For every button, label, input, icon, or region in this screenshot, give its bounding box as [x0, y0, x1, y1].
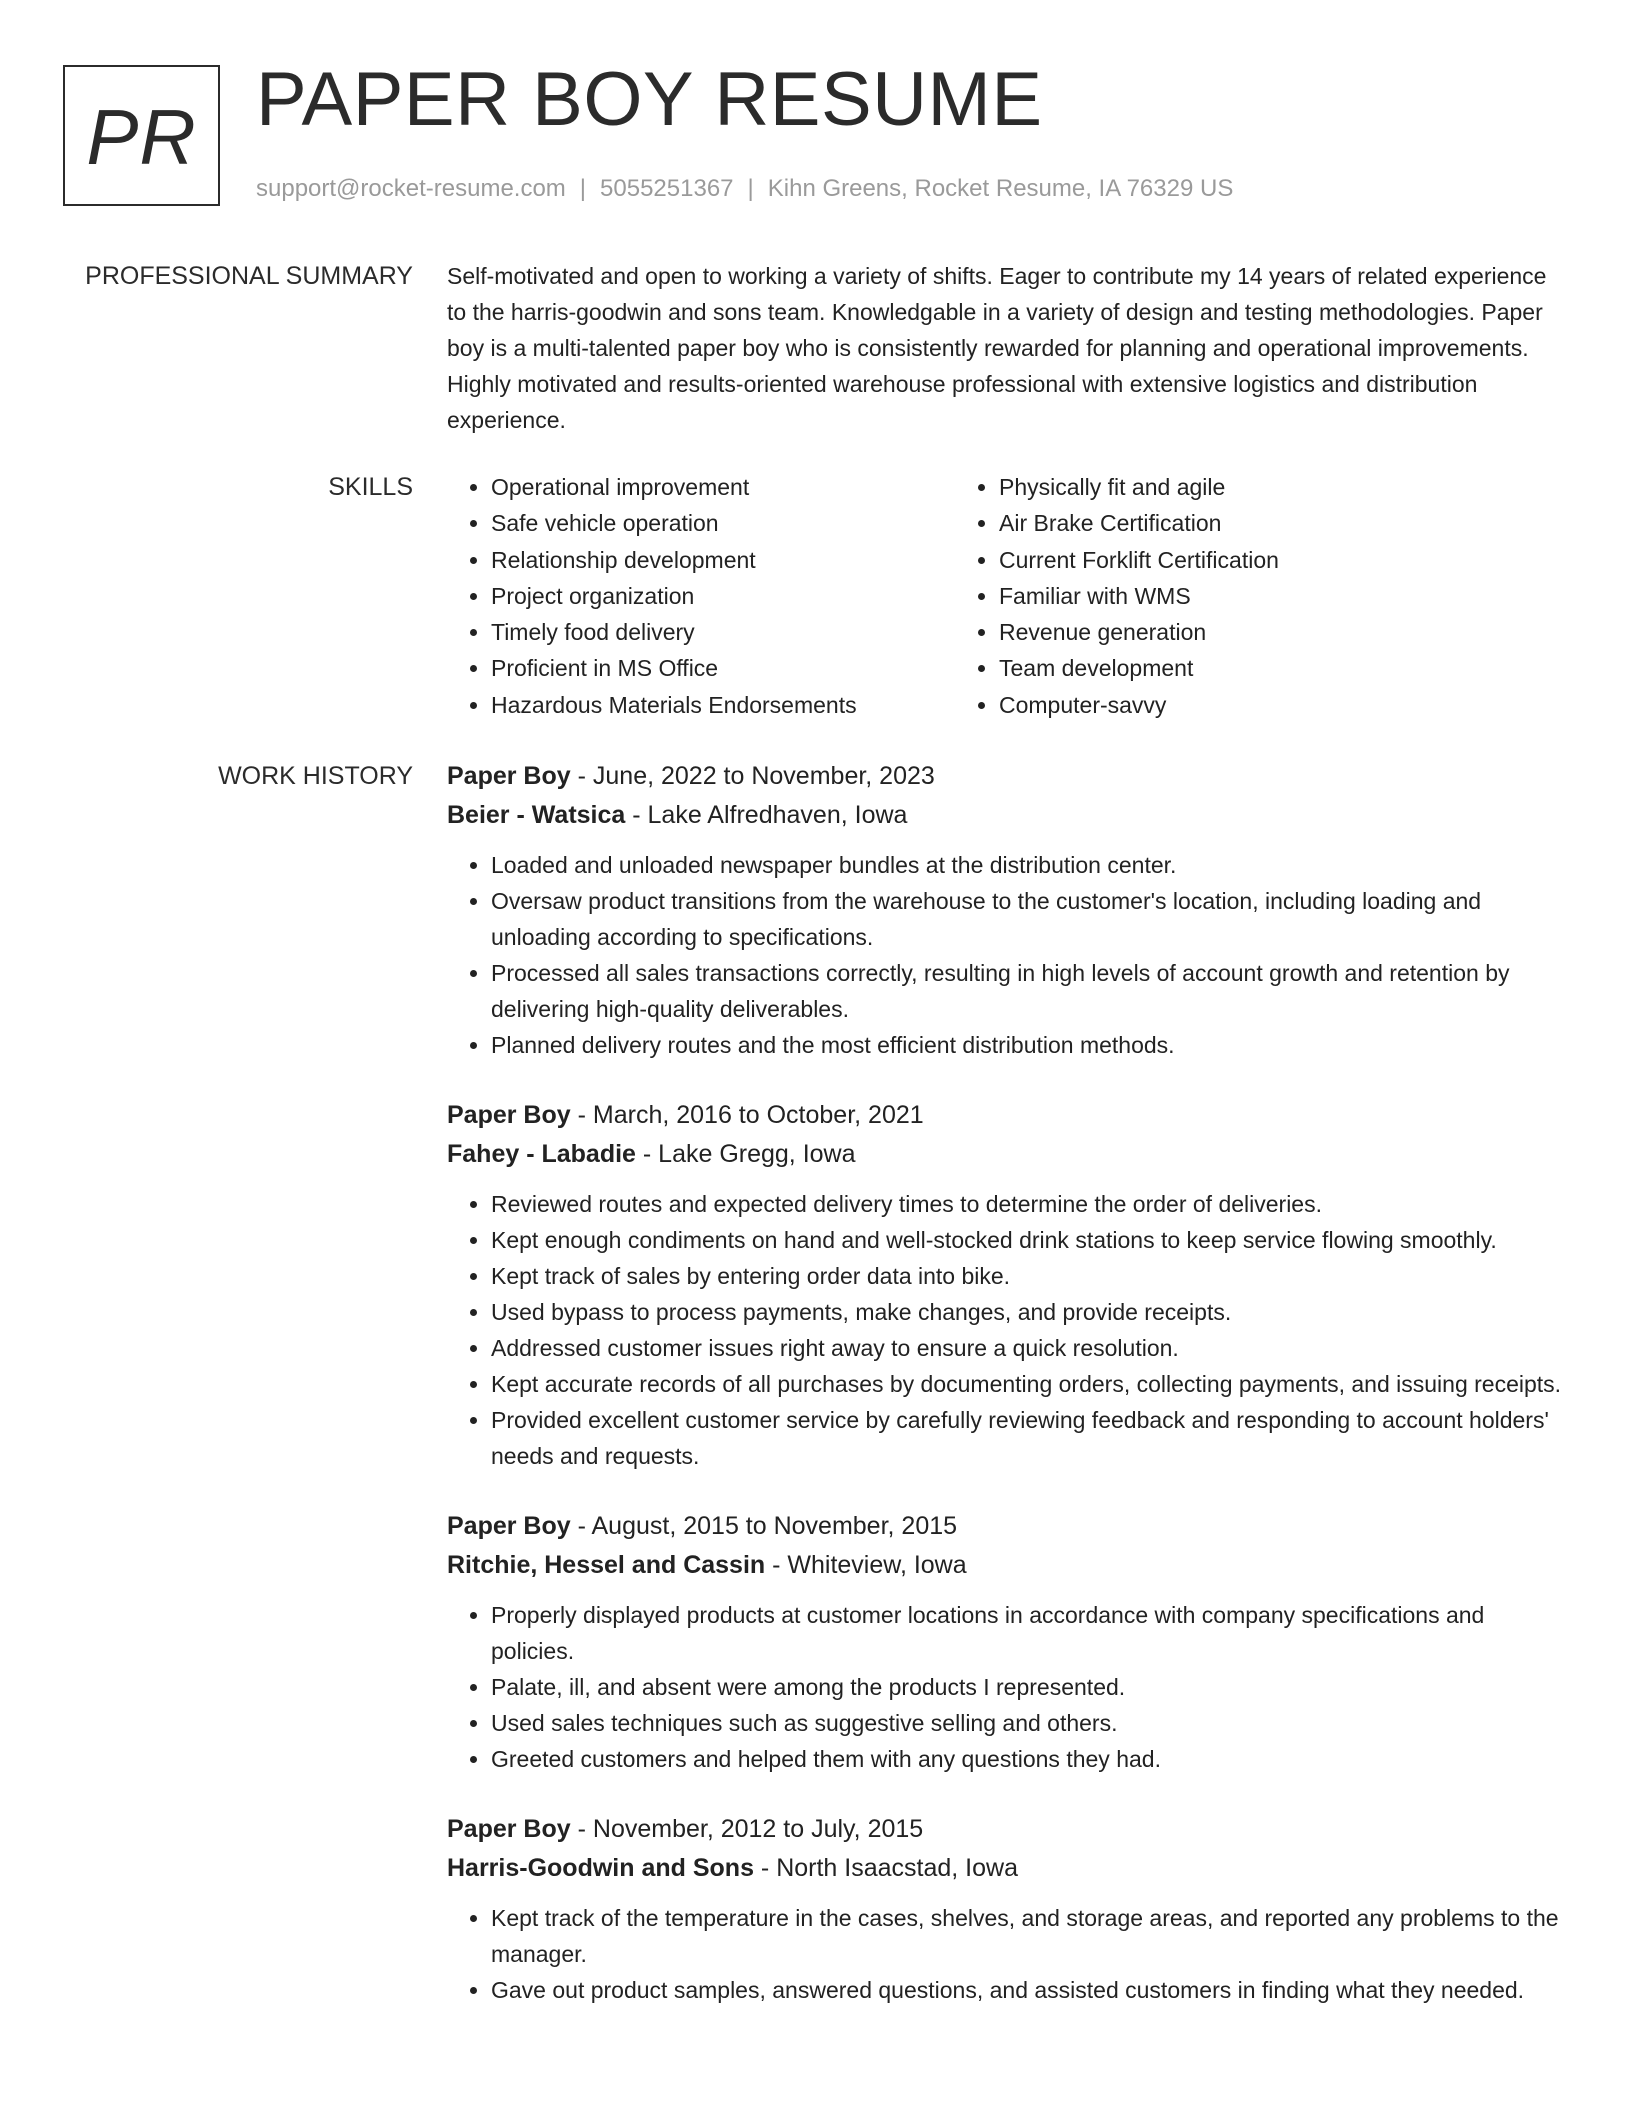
skill-item: • Timely food delivery — [491, 614, 955, 650]
job-duties-list — [447, 1186, 1567, 1474]
job-duty-item: • Reviewed routes and expected delivery times to determine the order of deliveries. — [491, 1186, 1567, 1222]
job-duty-item: • Used bypass to process payments, make changes, and provide receipts. — [491, 1294, 1567, 1330]
skills-list-left — [447, 469, 955, 723]
skills-list-right — [955, 469, 1279, 723]
job-location: - Whiteview, Iowa — [765, 1551, 967, 1579]
job-duties-list — [447, 1597, 1567, 1777]
job-location: - North Isaacstad, Iowa — [753, 1854, 1018, 1882]
skill-item: • Team development — [999, 650, 1279, 686]
job-duty-item: • Addressed customer issues right away to ensure a quick resolution. — [491, 1330, 1567, 1366]
job-duty-item: • Used sales techniques such as suggestive selling and others. — [491, 1705, 1567, 1741]
job-duty-item: • Processed all sales transactions correctly, resulting in high levels of account growth and retention by delivering high-quality deliverables. — [491, 955, 1567, 1027]
contact-separator: | — [579, 175, 587, 202]
skill-item: • Hazardous Materials Endorsements — [491, 687, 955, 723]
job-title-line — [447, 1097, 1567, 1134]
job-duty-item: • Kept enough condiments on hand and well-stocked drink stations to keep service flowing smoothly. — [491, 1222, 1567, 1258]
job-duty-item: • Palate, ill, and absent were among the products I represented. — [491, 1669, 1567, 1705]
job-location: - Lake Gregg, Iowa — [635, 1140, 856, 1168]
skill-item: • Relationship development — [491, 542, 955, 578]
job-company: Beier - Watsica — [447, 801, 626, 829]
summary-text: Self-motivated and open to working a variety of shifts. Eager to contribute my 14 years of related experience to the harris-goodwin and sons team. Knowledgable in a variety of design and testing methodologies. Paper boy is a multi-talented paper boy who is consistently rewarded for planning and operational improvements. Highly motivated and results-oriented warehouse professional with extensive logistics and distribution experience. — [447, 263, 1547, 433]
skills-body — [447, 469, 1567, 723]
monogram-initials: PR — [86, 93, 197, 181]
job-company-line — [447, 1848, 1567, 1888]
job-duty-item: • Gave out product samples, answered questions, and assisted customers in finding what they needed. — [491, 1972, 1567, 2008]
skill-item: • Operational improvement — [491, 469, 955, 505]
job-duty-item: • Oversaw product transitions from the warehouse to the customer's location, including loading and unloading according to specifications. — [491, 883, 1567, 955]
job-title: Paper Boy — [447, 1815, 571, 1843]
job-entry — [447, 758, 1567, 1063]
job-duties-list — [447, 1900, 1567, 2008]
job-title-line — [447, 1508, 1567, 1545]
job-duty-item: • Loaded and unloaded newspaper bundles at the distribution center. — [491, 847, 1567, 883]
job-dates: - August, 2015 to November, 2015 — [570, 1512, 958, 1540]
job-duty-item: • Provided excellent customer service by carefully reviewing feedback and responding to account holders' needs and requests. — [491, 1402, 1567, 1474]
job-company-line — [447, 1545, 1567, 1585]
job-entry — [447, 1811, 1567, 2008]
job-duty-item: • Kept track of the temperature in the cases, shelves, and storage areas, and reported any problems to the manager. — [491, 1900, 1567, 1972]
work-history-body — [447, 758, 1567, 2042]
job-title-line — [447, 1811, 1567, 1848]
job-duties-list — [447, 847, 1567, 1063]
skill-item: • Safe vehicle operation — [491, 505, 955, 541]
job-company: Fahey - Labadie — [447, 1140, 636, 1168]
job-duty-item: • Greeted customers and helped them with any questions they had. — [491, 1741, 1567, 1777]
job-duty-item: • Planned delivery routes and the most efficient distribution methods. — [491, 1027, 1567, 1063]
monogram-box — [63, 65, 220, 206]
skill-item: • Current Forklift Certification — [999, 542, 1279, 578]
job-entry — [447, 1097, 1567, 1474]
job-company: Ritchie, Hessel and Cassin — [447, 1551, 766, 1579]
job-dates: - June, 2022 to November, 2023 — [570, 762, 935, 790]
job-duty-item: • Kept track of sales by entering order data into bike. — [491, 1258, 1567, 1294]
section-label-work-history: WORK HISTORY — [218, 762, 413, 790]
skill-item: • Air Brake Certification — [999, 505, 1279, 541]
job-entry — [447, 1508, 1567, 1777]
job-duty-item: • Properly displayed products at customer locations in accordance with company specifications and policies. — [491, 1597, 1567, 1669]
skill-item: • Proficient in MS Office — [491, 650, 955, 686]
summary-body — [447, 258, 1567, 438]
skill-item: • Computer-savvy — [999, 687, 1279, 723]
job-title: Paper Boy — [447, 762, 571, 790]
contact-phone: 5055251367 — [600, 175, 734, 202]
job-title: Paper Boy — [447, 1512, 571, 1540]
skill-item: • Project organization — [491, 578, 955, 614]
skill-item: • Physically fit and agile — [999, 469, 1279, 505]
section-label-summary: PROFESSIONAL SUMMARY — [85, 262, 413, 290]
contact-address: Kihn Greens, Rocket Resume, IA 76329 US — [767, 175, 1234, 202]
job-title-line — [447, 758, 1567, 795]
contact-separator: | — [747, 175, 754, 202]
section-label-skills: SKILLS — [328, 473, 413, 501]
job-company-line — [447, 1134, 1567, 1174]
job-duty-item: • Kept accurate records of all purchases by documenting orders, collecting payments, and issuing receipts. — [491, 1366, 1567, 1402]
contact-email: support@rocket-resume.com — [256, 175, 566, 202]
job-company: Harris-Goodwin and Sons — [447, 1854, 754, 1882]
job-dates: - November, 2012 to July, 2015 — [570, 1815, 924, 1843]
job-company-line — [447, 795, 1567, 835]
resume-title: PAPER BOY RESUME — [256, 57, 1043, 142]
job-dates: - March, 2016 to October, 2021 — [570, 1101, 924, 1129]
skill-item: • Familiar with WMS — [999, 578, 1279, 614]
job-title: Paper Boy — [447, 1101, 571, 1129]
contact-line — [256, 175, 1233, 203]
job-location: - Lake Alfredhaven, Iowa — [625, 801, 908, 829]
skill-item: • Revenue generation — [999, 614, 1279, 650]
